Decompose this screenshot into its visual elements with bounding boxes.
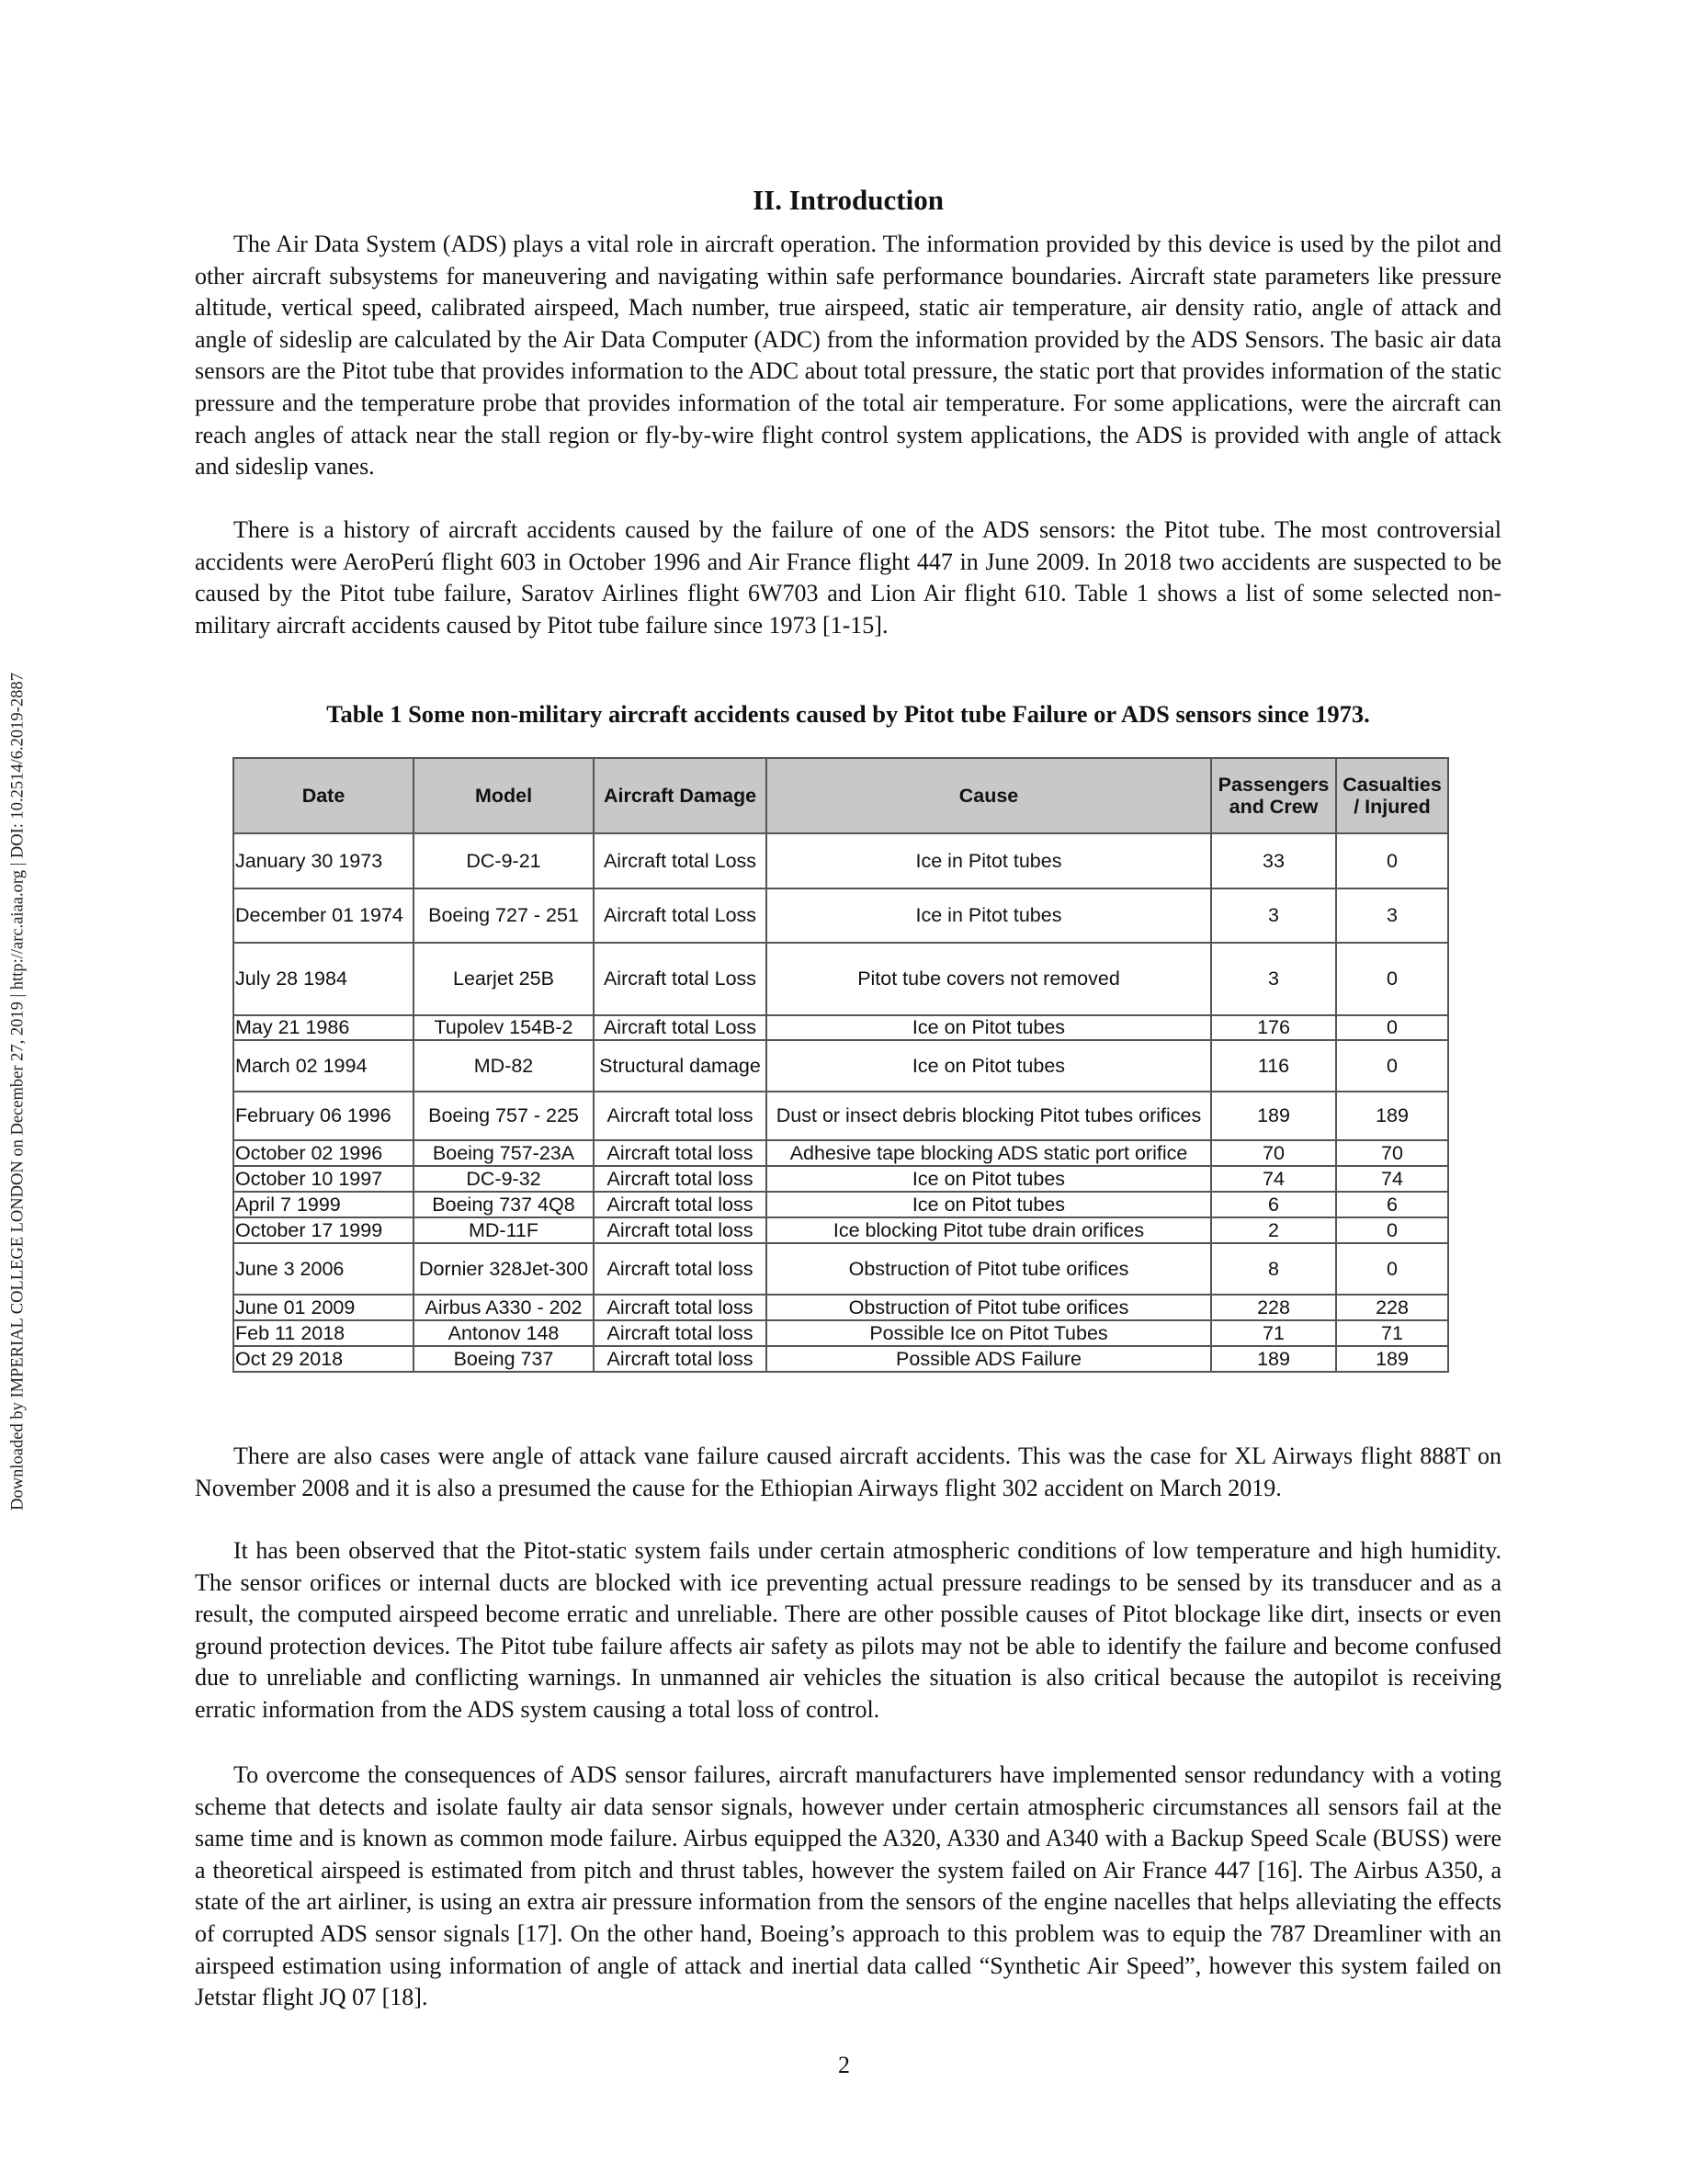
table-cell: Boeing 757 - 225 <box>414 1092 594 1140</box>
table-row <box>233 1192 1448 1217</box>
table-cell: Aircraft total loss <box>594 1166 766 1192</box>
table-cell: January 30 1973 <box>233 833 414 888</box>
page-number: 2 <box>838 2052 850 2078</box>
table-cell: Aircraft total Loss <box>594 1015 766 1040</box>
table-cell: 8 <box>1211 1243 1336 1295</box>
table-cell: May 21 1986 <box>233 1015 414 1040</box>
table-cell: 0 <box>1336 833 1448 888</box>
table-cell: October 17 1999 <box>233 1217 414 1243</box>
table-cell: 116 <box>1211 1040 1336 1092</box>
table-cell: July 28 1984 <box>233 943 414 1015</box>
download-watermark: Downloaded by IMPERIAL COLLEGE LONDON on December 27, 2019 | http://arc.aiaa.org | DOI: 10.2514/6.2019-2887 <box>8 673 28 1511</box>
table-row <box>233 1040 1448 1092</box>
table-cell: Structural damage <box>594 1040 766 1092</box>
table-cell: March 02 1994 <box>233 1040 414 1092</box>
table-cell: 3 <box>1211 943 1336 1015</box>
table-row <box>233 1320 1448 1346</box>
intro-paragraph-2: There is a history of aircraft accidents caused by the failure of one of the ADS sensors: the Pitot tube. The most controversial accidents were AeroPerú flight 603 in October 1996 and Air France flight 447 in June 2009. In 2018 two accidents are suspected to be caused by the Pitot tube failure, Saratov Airlines flight 6W703 and Lion Air flight 610. Table 1 shows a list of some selected non-military aircraft accidents caused by Pitot tube failure since 1973 [1-15]. <box>195 516 1501 639</box>
table-cell: Dust or insect debris blocking Pitot tubes orifices <box>766 1092 1211 1140</box>
section-heading: II. Introduction <box>753 184 944 216</box>
table-cell: Pitot tube covers not removed <box>766 943 1211 1015</box>
table-cell: Aircraft total loss <box>594 1140 766 1166</box>
table-header-cell: Passengers and Crew <box>1211 758 1336 833</box>
table-cell: 2 <box>1211 1217 1336 1243</box>
table-header-cell: Aircraft Damage <box>594 758 766 833</box>
table-cell: June 3 2006 <box>233 1243 414 1295</box>
table-cell: Ice in Pitot tubes <box>766 833 1211 888</box>
table-header-cell: Model <box>414 758 594 833</box>
table-header-row <box>233 758 1448 833</box>
table-cell: 0 <box>1336 1217 1448 1243</box>
table-cell: Ice on Pitot tubes <box>766 1015 1211 1040</box>
table-cell: 3 <box>1211 888 1336 943</box>
table-cell: DC-9-21 <box>414 833 594 888</box>
table-cell: Antonov 148 <box>414 1320 594 1346</box>
table-row <box>233 1015 1448 1040</box>
table-cell: Boeing 727 - 251 <box>414 888 594 943</box>
table-cell: Boeing 737 <box>414 1346 594 1372</box>
table-cell: Dornier 328Jet-300 <box>414 1243 594 1295</box>
table-cell: Aircraft total Loss <box>594 833 766 888</box>
table-row <box>233 1140 1448 1166</box>
table-cell: Aircraft total loss <box>594 1092 766 1140</box>
table-cell: Aircraft total Loss <box>594 943 766 1015</box>
table-cell: 6 <box>1336 1192 1448 1217</box>
table-header-cell: Date <box>233 758 414 833</box>
table-cell: 189 <box>1336 1092 1448 1140</box>
table-cell: 189 <box>1336 1346 1448 1372</box>
table-cell: Oct 29 2018 <box>233 1346 414 1372</box>
table-row <box>233 1295 1448 1320</box>
table-cell: June 01 2009 <box>233 1295 414 1320</box>
table-cell: 0 <box>1336 1243 1448 1295</box>
table-cell: 70 <box>1336 1140 1448 1166</box>
table-cell: December 01 1974 <box>233 888 414 943</box>
table-cell: 70 <box>1211 1140 1336 1166</box>
intro-paragraph-3: There are also cases were angle of attack vane failure caused aircraft accidents. This was the case for XL Airways flight 888T on November 2008 and it is also a presumed the cause for the Ethiopian Airways flight 302 accident on March 2019. <box>195 1443 1501 1501</box>
table-cell: Possible Ice on Pitot Tubes <box>766 1320 1211 1346</box>
table-cell: Possible ADS Failure <box>766 1346 1211 1372</box>
table-cell: Obstruction of Pitot tube orifices <box>766 1295 1211 1320</box>
table-cell: February 06 1996 <box>233 1092 414 1140</box>
table-cell: Learjet 25B <box>414 943 594 1015</box>
table-header-cell: Cause <box>766 758 1211 833</box>
table-row <box>233 888 1448 943</box>
table-cell: 71 <box>1211 1320 1336 1346</box>
table-cell: Aircraft total loss <box>594 1295 766 1320</box>
table-cell: Tupolev 154B-2 <box>414 1015 594 1040</box>
table-cell: 3 <box>1336 888 1448 943</box>
table-cell: Ice on Pitot tubes <box>766 1192 1211 1217</box>
table-cell: 176 <box>1211 1015 1336 1040</box>
table-cell: Ice on Pitot tubes <box>766 1040 1211 1092</box>
table-row <box>233 1346 1448 1372</box>
table-caption: Table 1 Some non-military aircraft accidents caused by Pitot tube Failure or ADS sensors since 1973. <box>326 700 1370 728</box>
table-cell: Adhesive tape blocking ADS static port orifice <box>766 1140 1211 1166</box>
table-cell: Boeing 757-23A <box>414 1140 594 1166</box>
table-cell: DC-9-32 <box>414 1166 594 1192</box>
table-cell: 74 <box>1336 1166 1448 1192</box>
table-row <box>233 1166 1448 1192</box>
table-row <box>233 1243 1448 1295</box>
table-cell: 6 <box>1211 1192 1336 1217</box>
table-cell: Aircraft total loss <box>594 1217 766 1243</box>
table-cell: Aircraft total Loss <box>594 888 766 943</box>
table-cell: Ice on Pitot tubes <box>766 1166 1211 1192</box>
table-cell: Feb 11 2018 <box>233 1320 414 1346</box>
table-row <box>233 1092 1448 1140</box>
table-cell: Aircraft total loss <box>594 1243 766 1295</box>
intro-paragraph-4: It has been observed that the Pitot-static system fails under certain atmospheric conditions of low temperature and high humidity. The sensor orifices or internal ducts are blocked with ice preventing actual pressure readings to be sensed by its transducer and as a result, the computed airspeed become erratic and unreliable. There are other possible causes of Pitot blockage like dirt, insects or even ground protection devices. The Pitot tube failure affects air safety as pilots may not be able to identify the failure and become confused due to unreliable and conflicting warnings. In unmanned air vehicles the situation is also critical because the autopilot is receiving erratic information from the ADS system causing a total loss of control. <box>195 1537 1501 1723</box>
table-cell: 0 <box>1336 943 1448 1015</box>
table-cell: 0 <box>1336 1015 1448 1040</box>
intro-paragraph-5: To overcome the consequences of ADS sensor failures, aircraft manufacturers have implemented sensor redundancy with a voting scheme that detects and isolate faulty air data sensor signals, however under certain atmospheric circumstances all sensors fail at the same time and is known as common mode failure. Airbus equipped the A320, A330 and A340 with a Backup Speed Scale (BUSS) were a theoretical airspeed is estimated from pitch and thrust tables, however the system failed on Air France 447 [16]. The Airbus A350, a state of the art airliner, is using an extra air pressure information from the sensors of the engine nacelles that helps alleviating the effects of corrupted ADS sensor signals [17]. On the other hand, Boeing’s approach to this problem was to equip the 787 Dreamliner with an airspeed estimation using information of angle of attack and inertial data called “Synthetic Air Speed”, however this system failed on Jetstar flight JQ 07 [18]. <box>195 1761 1501 2011</box>
table-cell: April 7 1999 <box>233 1192 414 1217</box>
table-header-cell: Casualties / Injured <box>1336 758 1448 833</box>
intro-paragraph-1: The Air Data System (ADS) plays a vital role in aircraft operation. The information provided by this device is used by the pilot and other aircraft subsystems for maneuvering and navigating within safe performance boundaries. Aircraft state parameters like pressure altitude, vertical speed, calibrated airspeed, Mach number, true airspeed, static air temperature, air density ratio, angle of attack and angle of sideslip are calculated by the Air Data Computer (ADC) from the information provided by the ADS Sensors. The basic air data sensors are the Pitot tube that provides information to the ADC about total pressure, the static port that provides information of the static pressure and the temperature probe that provides information of the total air temperature. For some applications, were the aircraft can reach angles of attack near the stall region or fly-by-wire flight control system applications, the ADS is provided with angle of attack and sideslip vanes. <box>195 231 1501 481</box>
table-cell: 228 <box>1336 1295 1448 1320</box>
table-cell: 0 <box>1336 1040 1448 1092</box>
table-cell: Ice in Pitot tubes <box>766 888 1211 943</box>
table-cell: October 02 1996 <box>233 1140 414 1166</box>
table-cell: MD-11F <box>414 1217 594 1243</box>
table-cell: 71 <box>1336 1320 1448 1346</box>
table-row <box>233 833 1448 888</box>
table-cell: MD-82 <box>414 1040 594 1092</box>
table-cell: Airbus A330 - 202 <box>414 1295 594 1320</box>
table-cell: October 10 1997 <box>233 1166 414 1192</box>
table-row <box>233 943 1448 1015</box>
table-cell: 74 <box>1211 1166 1336 1192</box>
table-cell: 33 <box>1211 833 1336 888</box>
table-cell: 228 <box>1211 1295 1336 1320</box>
table-cell: Aircraft total loss <box>594 1320 766 1346</box>
accidents-table <box>232 757 1449 1373</box>
table-body <box>233 833 1448 1372</box>
table-cell: Obstruction of Pitot tube orifices <box>766 1243 1211 1295</box>
table-cell: Aircraft total loss <box>594 1346 766 1372</box>
table-cell: Boeing 737 4Q8 <box>414 1192 594 1217</box>
table-row <box>233 1217 1448 1243</box>
table-cell: 189 <box>1211 1092 1336 1140</box>
table-cell: Aircraft total loss <box>594 1192 766 1217</box>
table-cell: Ice blocking Pitot tube drain orifices <box>766 1217 1211 1243</box>
table-cell: 189 <box>1211 1346 1336 1372</box>
